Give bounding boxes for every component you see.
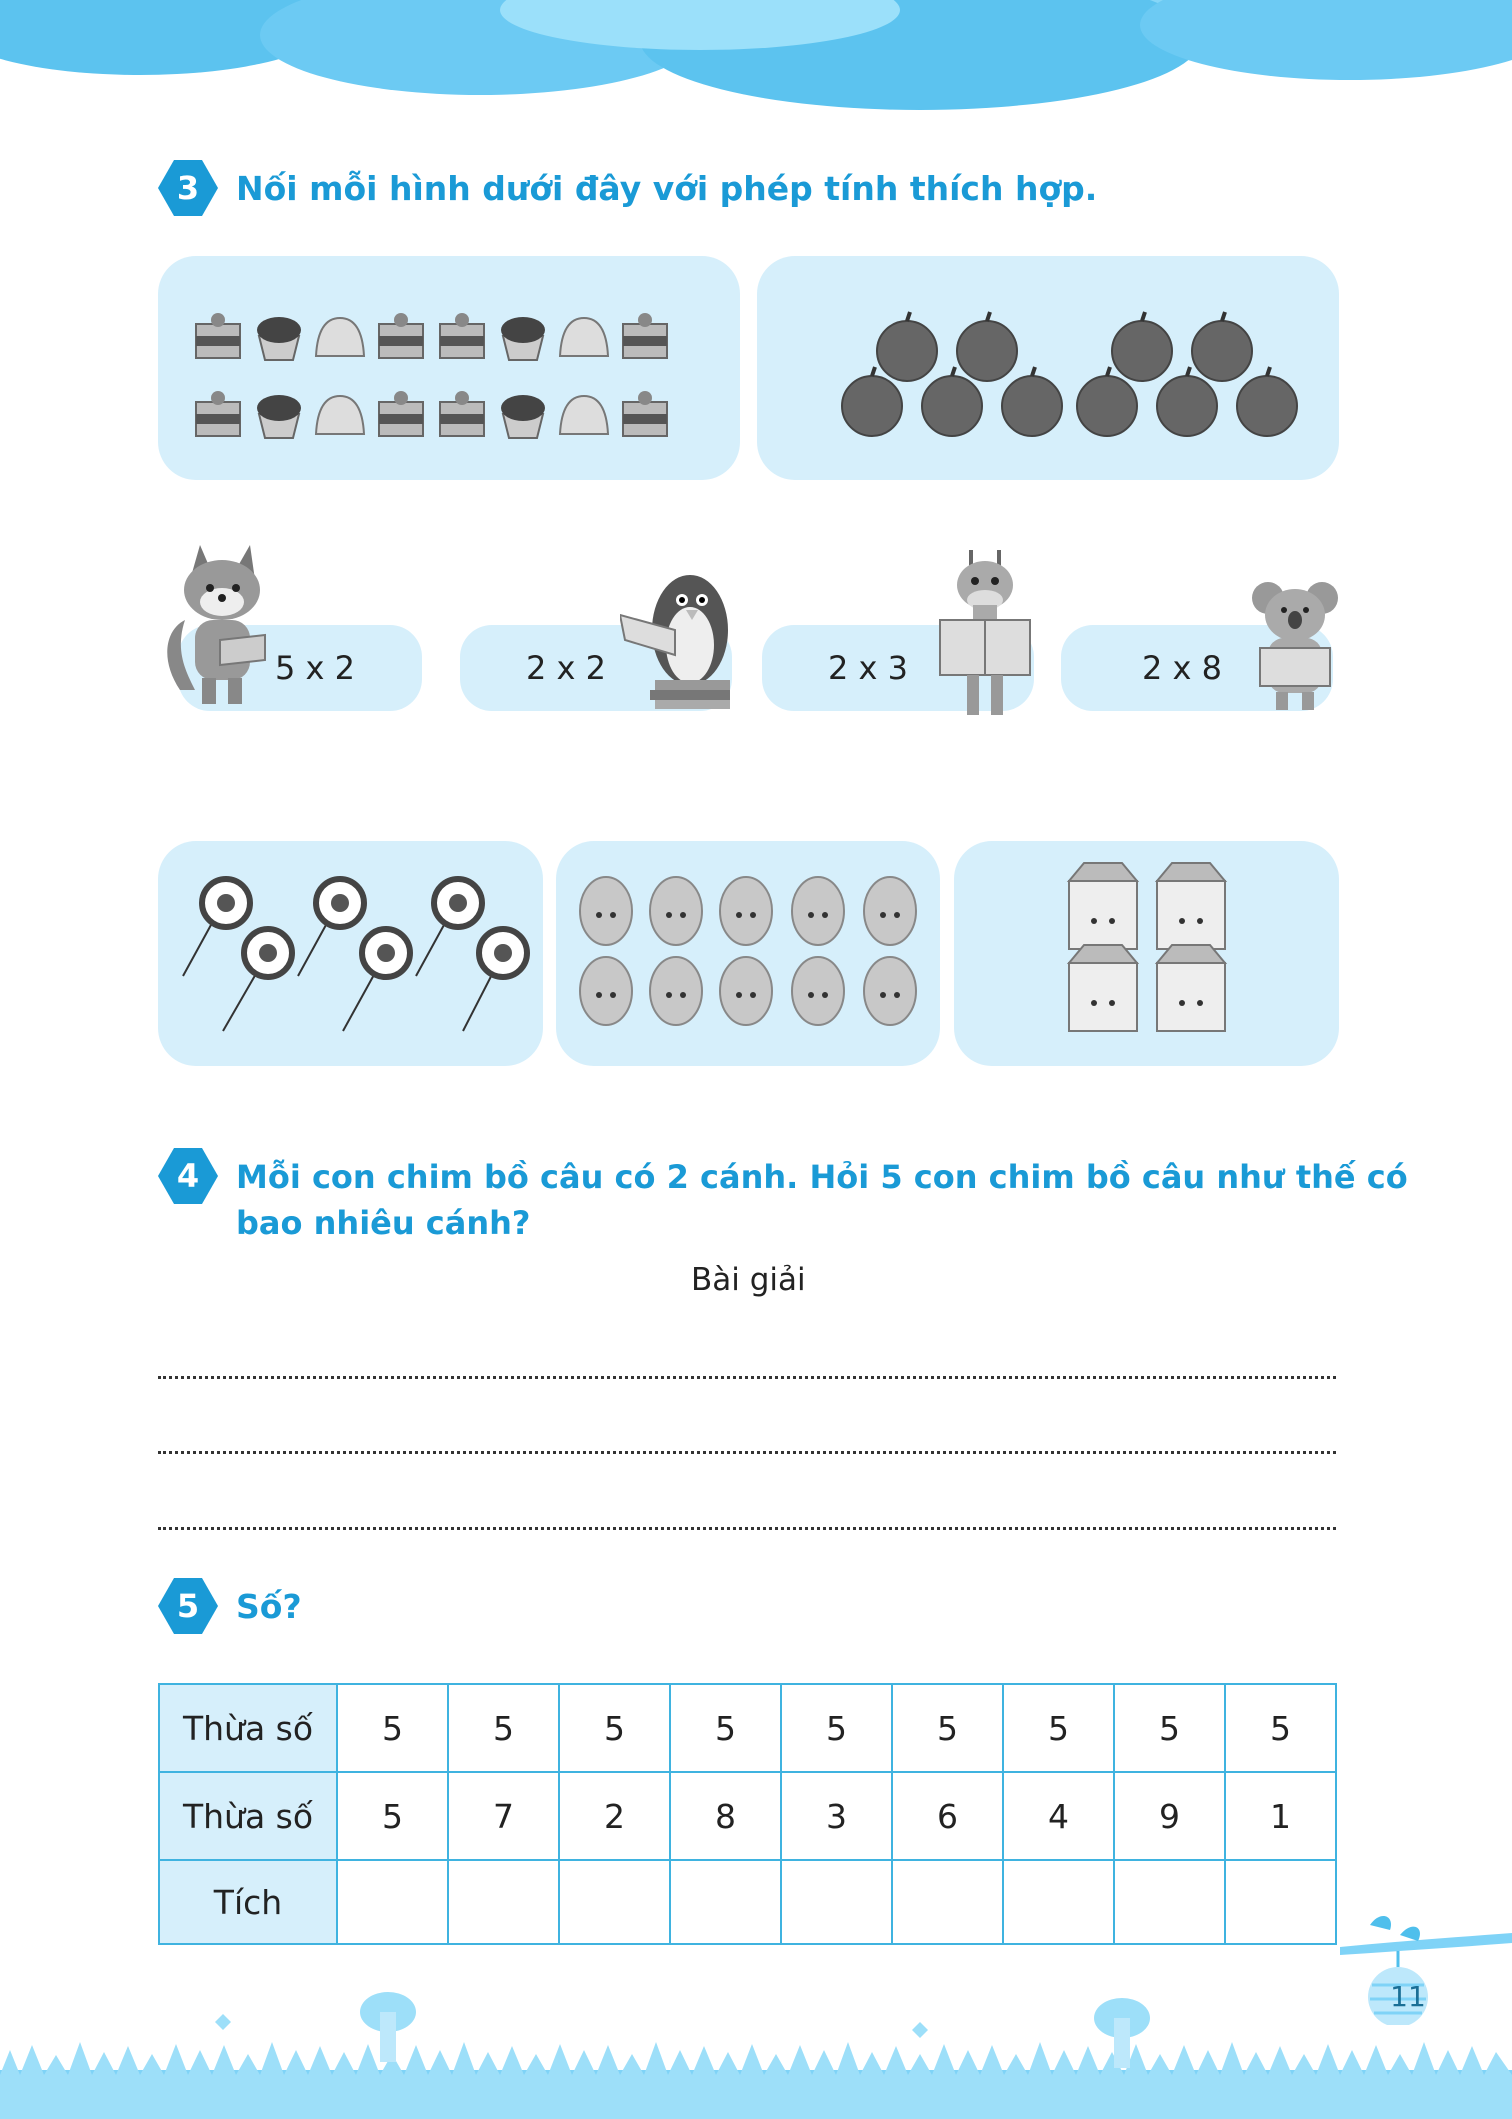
table-cell: 5	[337, 1772, 448, 1860]
dessert-cupcake-icon	[501, 395, 545, 438]
expression-label: 2 x 3	[828, 649, 908, 687]
dessert-cake2-icon	[379, 313, 423, 358]
dessert-cake-icon	[196, 391, 240, 436]
table-row	[159, 1772, 1336, 1860]
task-5-number: 5	[176, 1587, 200, 1625]
lollipops-picture[interactable]	[158, 841, 543, 1066]
page-number: 11	[1390, 1980, 1426, 2013]
table-cell: 1	[1225, 1772, 1336, 1860]
task-3-number: 3	[176, 169, 200, 207]
task-3-title: Nối mỗi hình dưới đây với phép tính thích hợp.	[236, 169, 1098, 208]
table-cell: 7	[448, 1772, 559, 1860]
table-cell: 5	[892, 1684, 1003, 1772]
row-label: Tích	[159, 1860, 337, 1944]
answer-cell[interactable]	[892, 1860, 1003, 1944]
row-label: Thừa số	[159, 1684, 337, 1772]
answer-cell[interactable]	[1003, 1860, 1114, 1944]
table-cell: 5	[448, 1684, 559, 1772]
dessert-cake2-icon	[623, 391, 667, 436]
desserts-picture[interactable]	[158, 256, 740, 480]
table-row	[159, 1860, 1336, 1944]
answer-line-3[interactable]	[158, 1527, 1336, 1530]
table-cell: 5	[670, 1684, 781, 1772]
lollipops-illustration	[158, 841, 543, 1066]
table-cell: 9	[1114, 1772, 1225, 1860]
table-cell: 5	[1003, 1684, 1114, 1772]
dessert-pudding-icon	[316, 396, 364, 434]
dessert-cake-icon	[440, 313, 484, 358]
table-cell: 2	[559, 1772, 670, 1860]
answer-cell[interactable]	[670, 1860, 781, 1944]
dessert-cupcake-icon	[501, 317, 545, 360]
eggs-picture[interactable]	[556, 841, 940, 1066]
dessert-pudding-icon	[560, 396, 608, 434]
multiplication-table	[158, 1683, 1337, 1945]
header-clouds	[0, 0, 1512, 120]
dessert-cake-icon	[196, 313, 240, 358]
dessert-cake2-icon	[623, 313, 667, 358]
grass-footer	[0, 1950, 1512, 2119]
expression-label: 2 x 8	[1142, 649, 1222, 687]
table-cell: 4	[1003, 1772, 1114, 1860]
table-cell: 6	[892, 1772, 1003, 1860]
milk-boxes-illustration	[954, 841, 1339, 1066]
table-cell: 8	[670, 1772, 781, 1860]
apples-illustration	[757, 256, 1339, 480]
eggs-illustration	[556, 841, 940, 1066]
answer-cell[interactable]	[1225, 1860, 1336, 1944]
dessert-cupcake-icon	[257, 317, 301, 360]
apples-picture[interactable]	[757, 256, 1339, 480]
fox-reading-icon	[160, 540, 270, 710]
table-cell: 5	[337, 1684, 448, 1772]
answer-cell[interactable]	[448, 1860, 559, 1944]
giraffe-reading-icon	[935, 545, 1035, 720]
answer-cell[interactable]	[781, 1860, 892, 1944]
table-cell: 3	[781, 1772, 892, 1860]
task-4-number: 4	[176, 1157, 200, 1195]
task-4-title-line1: Mỗi con chim bồ câu có 2 cánh. Hỏi 5 con chim bồ câu như thế có	[236, 1158, 1408, 1196]
desserts-illustration	[158, 256, 740, 480]
task-5-badge	[156, 1574, 220, 1638]
row-label: Thừa số	[159, 1772, 337, 1860]
task-5-title: Số?	[236, 1587, 302, 1626]
answer-cell[interactable]	[1114, 1860, 1225, 1944]
table-cell: 5	[559, 1684, 670, 1772]
dessert-cupcake-icon	[257, 395, 301, 438]
dessert-cake2-icon	[379, 391, 423, 436]
dessert-pudding-icon	[560, 318, 608, 356]
dessert-pudding-icon	[316, 318, 364, 356]
milk-boxes-picture[interactable]	[954, 841, 1339, 1066]
dessert-cake-icon	[440, 391, 484, 436]
expression-label: 2 x 2	[526, 649, 606, 687]
table-cell: 5	[781, 1684, 892, 1772]
task-4-badge	[156, 1144, 220, 1208]
table-cell: 5	[1114, 1684, 1225, 1772]
solution-label: Bài giải	[691, 1262, 806, 1298]
answer-cell[interactable]	[559, 1860, 670, 1944]
task-3-badge	[156, 156, 220, 220]
answer-line-1[interactable]	[158, 1376, 1336, 1379]
expression-label: 5 x 2	[275, 649, 355, 687]
task-4-title-line2: bao nhiêu cánh?	[236, 1204, 531, 1242]
answer-cell[interactable]	[337, 1860, 448, 1944]
koala-reading-icon	[1250, 580, 1340, 715]
table-row	[159, 1684, 1336, 1772]
answer-line-2[interactable]	[158, 1451, 1336, 1454]
penguin-reading-icon	[620, 560, 740, 710]
table-cell: 5	[1225, 1684, 1336, 1772]
